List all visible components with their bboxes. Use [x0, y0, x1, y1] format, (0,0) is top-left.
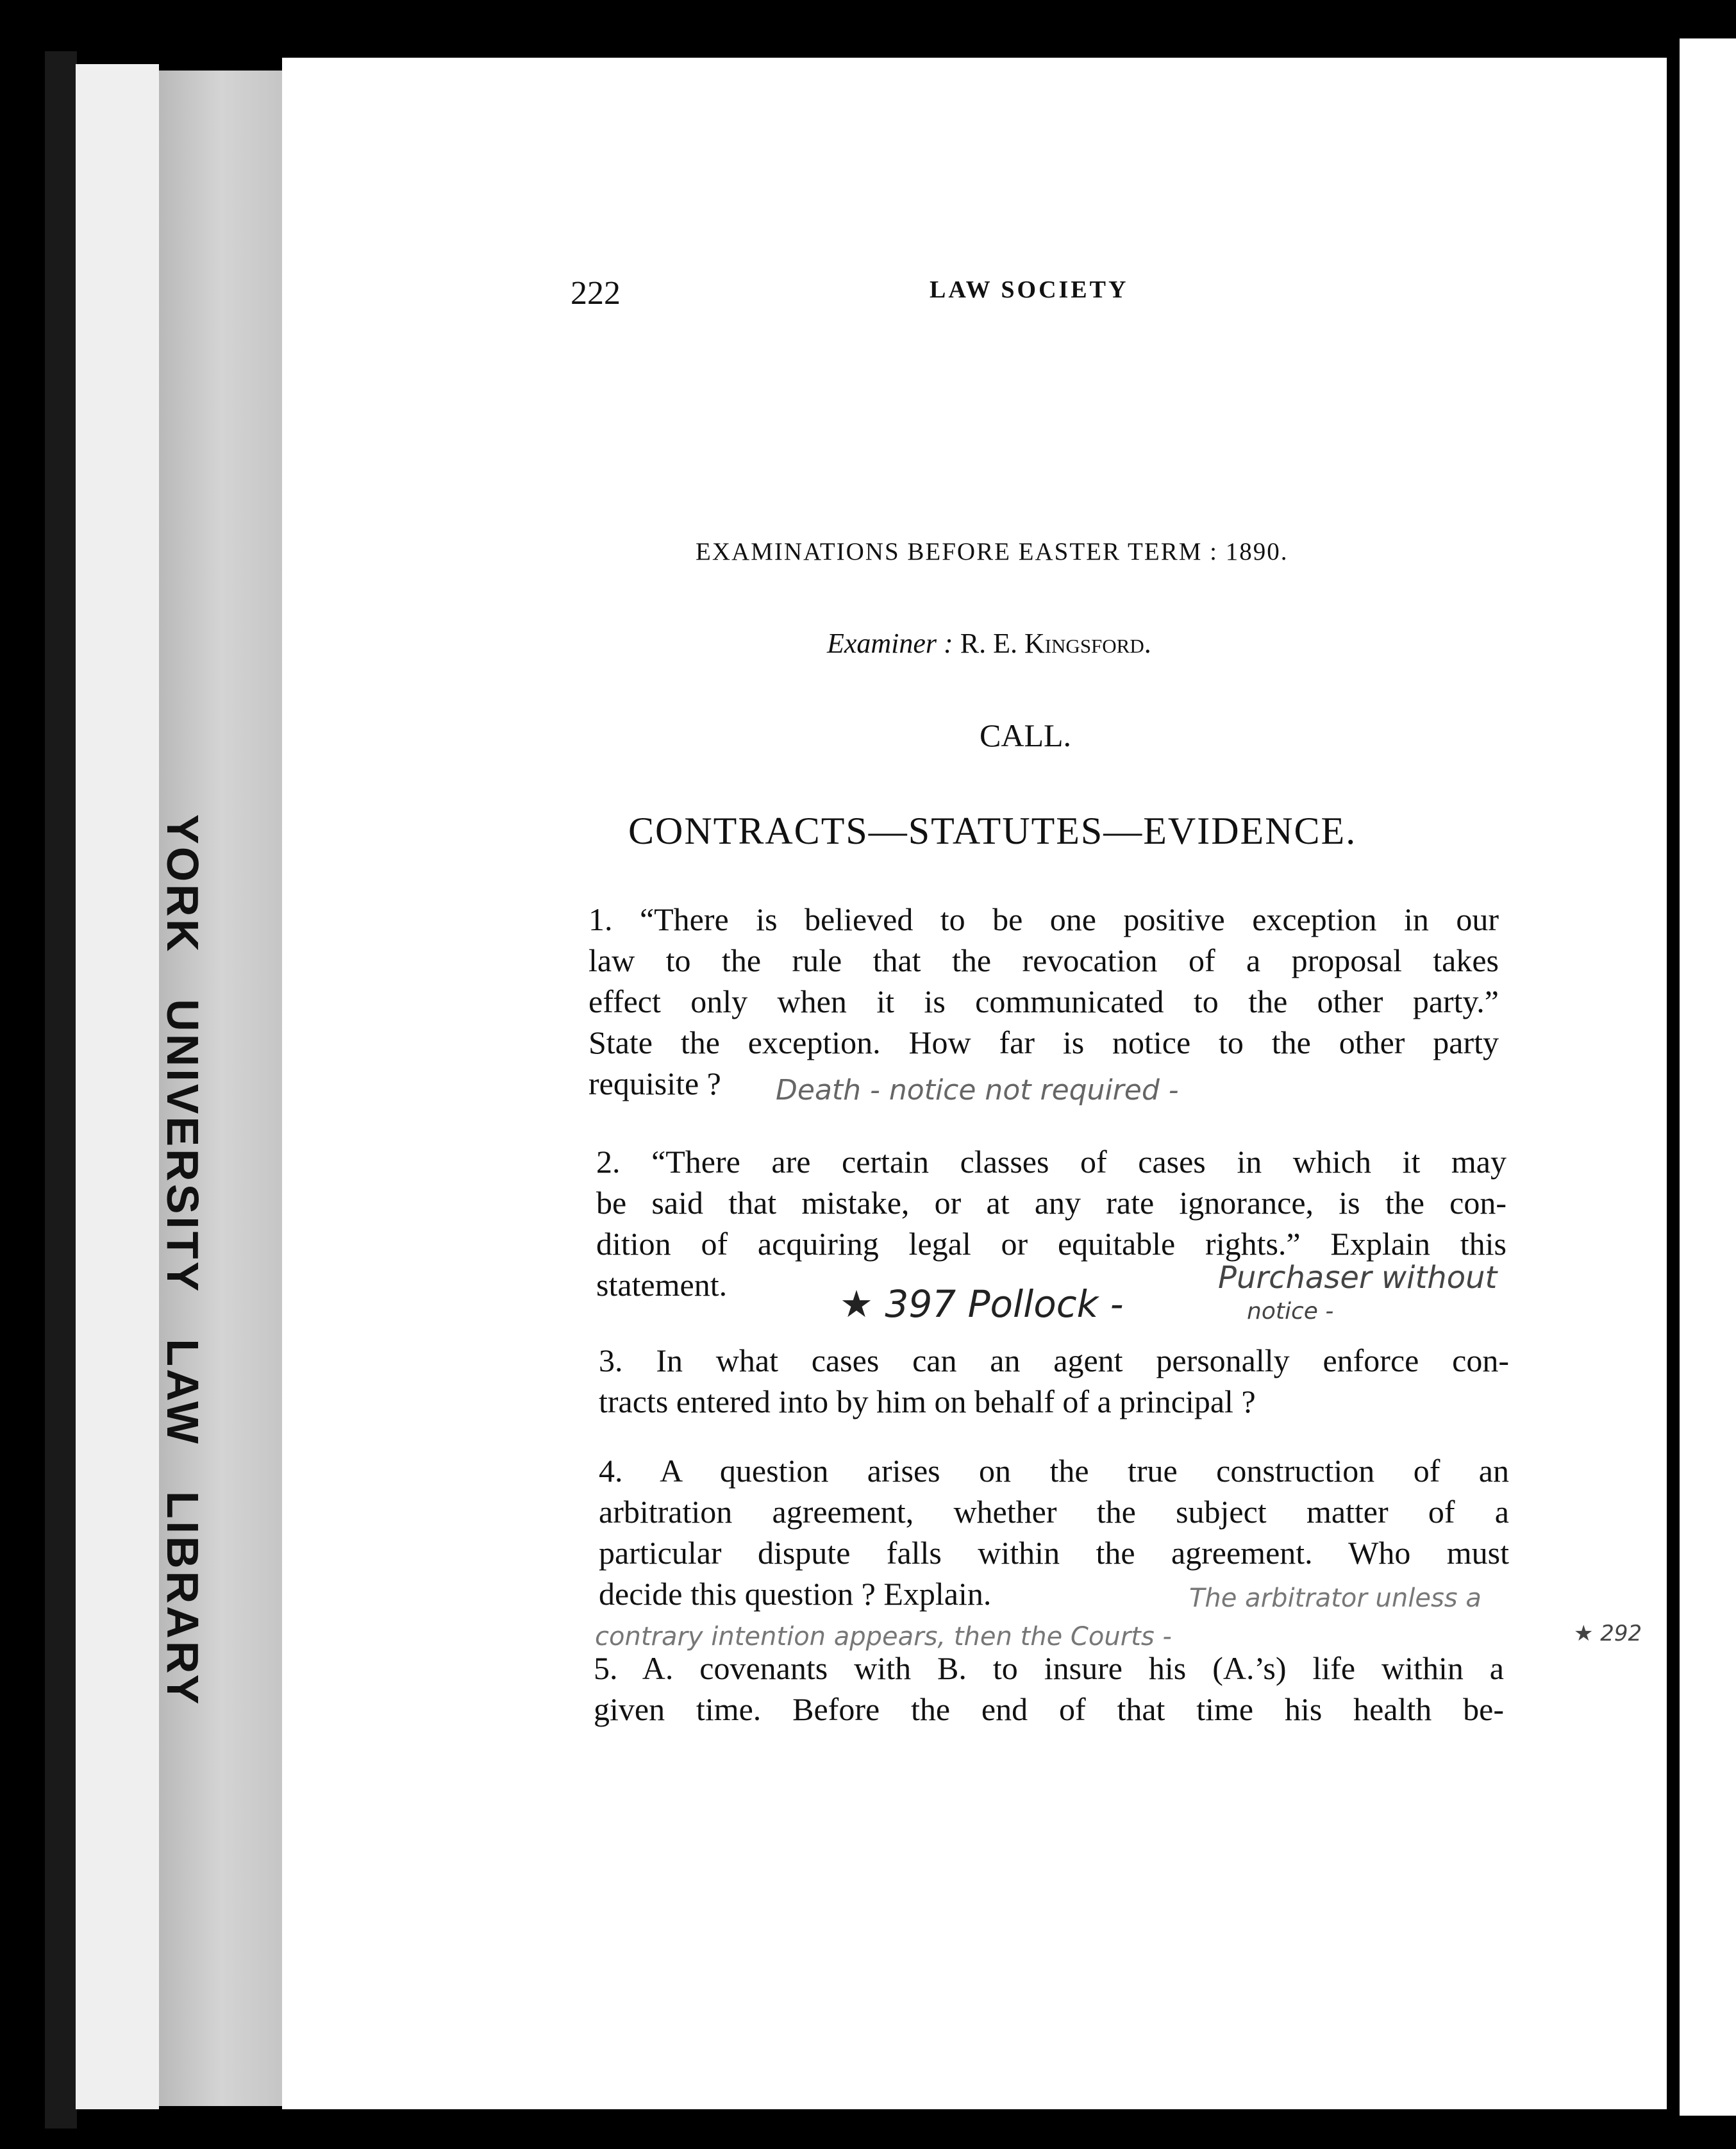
question-line: 2. “There are certain classes of cases in which it may: [596, 1144, 1506, 1180]
question-line: particular dispute falls within the agreement. Who must: [599, 1535, 1509, 1571]
question-line: effect only when it is communicated to the other party.”: [588, 983, 1499, 1019]
spine-label: [157, 814, 208, 1752]
handwritten-note-q2: Purchaser without: [1218, 1260, 1498, 1296]
question-line: requisite ?: [588, 1066, 721, 1101]
spine-word: LAW: [158, 1339, 208, 1446]
handwritten-note-q4-continued: contrary intention appears, then the Courts -: [595, 1622, 1172, 1651]
question-line: 5. A. covenants with B. to insure his (A.’s) life within a: [594, 1650, 1504, 1686]
question-line: arbitration agreement, whether the subject matter of a: [599, 1494, 1509, 1530]
page-number: 222: [571, 275, 621, 312]
exam-title: EXAMINATIONS BEFORE EASTER TERM : 1890.: [696, 538, 1289, 565]
page-edges: [76, 64, 159, 2109]
book-binding: [45, 51, 77, 2128]
question-line: dition of acquiring legal or equitable rights.” Explain this: [596, 1226, 1506, 1262]
handwritten-reference-q2: ★ 397 Pollock -: [840, 1282, 1124, 1326]
question-line: be said that mistake, or at any rate ignorance, is the con-: [596, 1185, 1506, 1221]
next-page-edge: [1680, 38, 1736, 2116]
question-line: State the exception. How far is notice to the other party: [588, 1024, 1499, 1060]
section-heading: CALL.: [980, 717, 1072, 753]
spine-word: LIBRARY: [158, 1491, 208, 1707]
question-line: decide this question ? Explain.: [599, 1576, 992, 1612]
question-line: 3. In what cases can an agent personally enforce con-: [599, 1342, 1509, 1378]
examiner-line: [827, 627, 1151, 660]
handwritten-reference-q4: ★ 292: [1574, 1621, 1642, 1646]
subject-heading: CONTRACTS—STATUTES—EVIDENCE.: [628, 810, 1357, 852]
question-line: statement.: [596, 1267, 728, 1303]
examiner-label: Examiner :: [827, 628, 953, 659]
question-line: 4. A question arises on the true construction of an: [599, 1453, 1509, 1489]
examiner-name: R. E. Kingsford.: [960, 628, 1151, 659]
handwritten-note-q2-continued: notice -: [1247, 1298, 1334, 1325]
question-5: [594, 1648, 1504, 1730]
running-head: LAW SOCIETY: [930, 276, 1129, 303]
spine-word: YORK: [158, 814, 208, 955]
question-line: given time. Before the end of that time his health be-: [594, 1691, 1504, 1727]
handwritten-note-q1: Death - notice not required -: [776, 1074, 1179, 1107]
question-3: [599, 1340, 1509, 1422]
handwritten-note-q4: The arbitrator unless a: [1189, 1584, 1481, 1613]
question-line: 1. “There is believed to be one positive exception in our: [588, 901, 1499, 937]
question-line: tracts entered into by him on behalf of a principal ?: [599, 1384, 1256, 1419]
question-1: [588, 899, 1499, 1104]
spine-word: UNIVERSITY: [158, 999, 208, 1294]
question-line: law to the rule that the revocation of a proposal takes: [588, 942, 1499, 978]
